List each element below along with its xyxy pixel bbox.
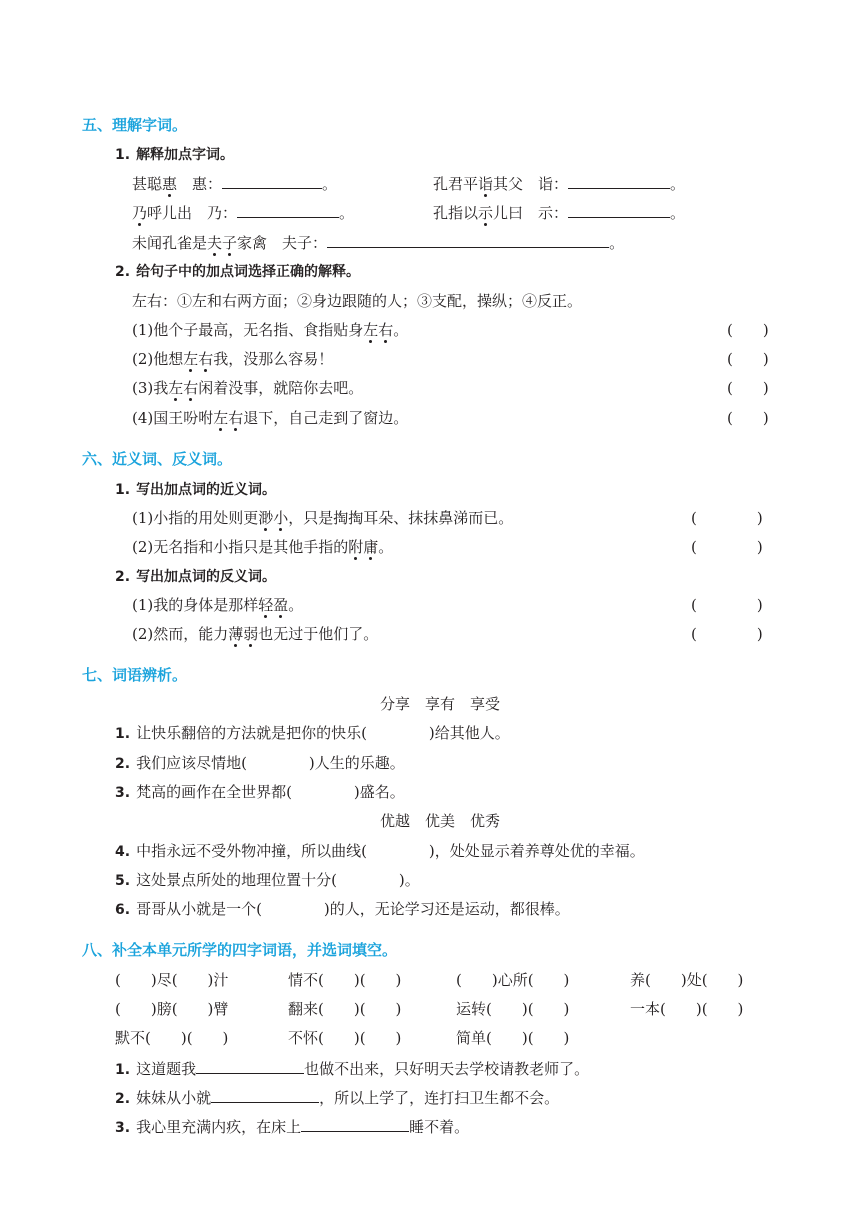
item-text: 也做不出来，只好明天去学校请教老师了。 [304, 1060, 590, 1078]
question-number: 3. [115, 785, 131, 801]
dotted-char: 薄 [228, 625, 244, 643]
item-text: 中指永远不受外物冲撞，所以曲线( [136, 842, 367, 860]
item-text: 妹妹从小就 [136, 1089, 212, 1107]
section-6-title: 六、近义词、反义词。 [82, 450, 233, 468]
question-6-2 [115, 566, 276, 587]
dotted-char: 右 [198, 350, 214, 368]
fill-item-2 [115, 753, 405, 774]
answer-blank[interactable] [211, 1087, 319, 1103]
question-text: 写出加点词的近义词。 [136, 482, 277, 498]
dotted-char: 子 [222, 234, 238, 252]
item-text: )盛名。 [353, 783, 405, 801]
question-text: 写出加点词的反义词。 [136, 569, 277, 585]
idiom-cell[interactable]: 不怀( )( ) [288, 1029, 402, 1047]
question-5-1 [115, 144, 234, 165]
fill-item-6 [115, 899, 570, 920]
answer-blank[interactable] [222, 173, 322, 189]
answer-parentheses[interactable]: ( ) [691, 538, 763, 556]
definition-list: 左右：①左和右两方面；②身边跟随的人；③支配，操纵；④反正。 [132, 292, 583, 310]
item-text: 我心里充满内疚，在床上 [136, 1118, 302, 1136]
phrase-text: 甚聪 [132, 175, 163, 193]
item-text: (4)国王吩咐 [132, 409, 214, 427]
word-choices-1: 分享 享有 享受 [380, 695, 501, 713]
item-text: 我，没那么容易！ [213, 350, 334, 368]
dotted-char: 盈 [273, 596, 289, 614]
answer-parentheses[interactable]: ( ) [691, 509, 763, 527]
dotted-char: 左 [168, 379, 184, 397]
dotted-char: 左 [213, 409, 229, 427]
blank-fill-item-2 [115, 1087, 559, 1109]
idiom-cell[interactable]: 运转( )( ) [456, 1000, 570, 1018]
dotted-char: 夫 [207, 234, 223, 252]
question-number: 3. [115, 1120, 131, 1136]
antonym-item-1 [132, 595, 303, 615]
dotted-char: 惠 [162, 175, 178, 193]
question-text: 给句子中的加点词选择正确的解释。 [136, 264, 361, 280]
dotted-char: 诣 [478, 175, 494, 193]
item-text: 哥哥从小就是一个( [136, 900, 262, 918]
section-7-title: 七、词语辨析。 [82, 666, 188, 684]
fill-item-3 [115, 782, 405, 803]
item-text: )。 [398, 871, 420, 889]
choice-item-1 [132, 320, 408, 340]
question-number: 6. [115, 902, 131, 918]
question-number: 2. [115, 569, 131, 585]
question-5-2 [115, 261, 360, 282]
choice-item-4 [132, 408, 408, 428]
question-number: 1. [115, 482, 131, 498]
answer-blank[interactable] [196, 1058, 304, 1074]
item-text: 闲着没事，就陪你去吧。 [198, 379, 364, 397]
section-8-title: 八、补全本单元所学的四字词语，并选词填空。 [82, 941, 398, 959]
idiom-cell[interactable]: 默不( )( ) [115, 1029, 229, 1047]
item-text: 这道题我 [136, 1060, 197, 1078]
idiom-cell[interactable]: ( )心所( ) [456, 971, 570, 989]
item-text: 。 [378, 538, 394, 556]
term-label: 儿曰 示： [493, 204, 569, 222]
answer-blank[interactable] [568, 202, 670, 218]
item-text: (2)无名指和小指只是其他手指的 [132, 538, 349, 556]
synonym-item-2 [132, 537, 393, 557]
dotted-char: 右 [228, 409, 244, 427]
idiom-cell[interactable]: 翻来( )( ) [288, 1000, 402, 1018]
period: 。 [322, 175, 338, 193]
idiom-cell[interactable]: ( )膀( )臂 [115, 1000, 229, 1018]
fill-item-1 [115, 723, 510, 744]
question-6-1 [115, 479, 276, 500]
item-text: (1)我的身体是那样 [132, 596, 259, 614]
idiom-cell[interactable]: ( )尽( )汁 [115, 971, 229, 989]
period: 。 [339, 204, 355, 222]
vocab-row-nai [132, 202, 354, 223]
idiom-cell[interactable]: 情不( )( ) [288, 971, 402, 989]
answer-blank[interactable] [301, 1116, 409, 1132]
answer-parentheses[interactable]: ( ) [727, 409, 769, 427]
section-5-title: 五、理解字词。 [82, 116, 188, 134]
dotted-char: 左 [183, 350, 199, 368]
item-text: 让快乐翻倍的方法就是把你的快乐( [136, 724, 367, 742]
question-number: 4. [115, 844, 131, 860]
item-text: 。 [288, 596, 304, 614]
answer-parentheses[interactable]: ( ) [727, 350, 769, 368]
blank-fill-item-1 [115, 1058, 589, 1080]
question-number: 2. [115, 1091, 131, 1107]
item-text: 。 [393, 321, 409, 339]
answer-blank[interactable] [327, 232, 609, 248]
answer-parentheses[interactable]: ( ) [691, 625, 763, 643]
item-text: (2)他想 [132, 350, 184, 368]
question-number: 1. [115, 147, 131, 163]
answer-parentheses[interactable]: ( ) [727, 379, 769, 397]
dotted-char: 弱 [243, 625, 259, 643]
term-label: 呼儿出 乃： [147, 204, 238, 222]
dotted-char: 乃 [132, 204, 148, 222]
phrase-text: 未闻孔雀是 [132, 234, 208, 252]
choice-item-3 [132, 378, 363, 398]
question-number: 2. [115, 264, 131, 280]
idiom-cell[interactable]: 一本( )( ) [630, 1000, 744, 1018]
question-number: 5. [115, 873, 131, 889]
period: 。 [670, 204, 686, 222]
idiom-cell[interactable]: 养( )处( ) [630, 971, 744, 989]
antonym-item-2 [132, 624, 378, 644]
vocab-row-shi [433, 202, 685, 223]
item-text: (2)然而，能力 [132, 625, 229, 643]
item-text: )给其他人。 [428, 724, 510, 742]
fill-item-5 [115, 870, 420, 891]
dotted-char: 小 [273, 509, 289, 527]
answer-blank[interactable] [568, 173, 670, 189]
dotted-char: 右 [378, 321, 394, 339]
item-text: (1)他个子最高，无名指、食指贴身 [132, 321, 364, 339]
choice-item-2 [132, 349, 333, 369]
phrase-text: 孔指以 [433, 204, 479, 222]
term-label: 家禽 夫子： [237, 234, 328, 252]
item-text: 这处景点所处的地理位置十分( [136, 871, 337, 889]
period: 。 [670, 175, 686, 193]
item-text: ，只是掏掏耳朵、抹抹鼻涕而已。 [288, 509, 514, 527]
term-label: 其父 诣： [493, 175, 569, 193]
term-label: 惠： [177, 175, 223, 193]
item-text: 睡不着。 [409, 1118, 470, 1136]
dotted-char: 右 [183, 379, 199, 397]
phrase-text: 孔君平 [433, 175, 479, 193]
item-text: 我们应该尽情地( [136, 754, 247, 772]
item-text: )的人，无论学习还是运动，都很棒。 [323, 900, 570, 918]
question-number: 1. [115, 726, 131, 742]
question-text: 解释加点字词。 [136, 147, 235, 163]
dotted-char: 附 [348, 538, 364, 556]
item-text: 退下，自己走到了窗边。 [243, 409, 409, 427]
dotted-char: 轻 [258, 596, 274, 614]
answer-parentheses[interactable]: ( ) [727, 321, 769, 339]
blank-fill-item-3 [115, 1116, 469, 1138]
question-number: 1. [115, 1062, 131, 1078]
dotted-char: 左 [363, 321, 379, 339]
vocab-row-fuzi [132, 232, 624, 253]
question-number: 2. [115, 756, 131, 772]
item-text: (3)我 [132, 379, 169, 397]
fill-item-4 [115, 841, 645, 862]
dotted-char: 渺 [258, 509, 274, 527]
vocab-row-yi [433, 173, 685, 194]
dotted-char: 示 [478, 204, 494, 222]
word-choices-2: 优越 优美 优秀 [380, 812, 501, 830]
item-text: )人生的乐趣。 [308, 754, 405, 772]
vocab-row-hui [132, 173, 337, 194]
item-text: ，所以上学了，连打扫卫生都不会。 [319, 1089, 560, 1107]
answer-blank[interactable] [237, 202, 339, 218]
synonym-item-1 [132, 508, 513, 528]
idiom-cell[interactable]: 简单( )( ) [456, 1029, 570, 1047]
item-text: 也无过于他们了。 [258, 625, 379, 643]
item-text: (1)小指的用处则更 [132, 509, 259, 527]
answer-parentheses[interactable]: ( ) [691, 596, 763, 614]
period: 。 [609, 234, 625, 252]
dotted-char: 庸 [363, 538, 379, 556]
item-text: )，处处显示着养尊处优的幸福。 [428, 842, 645, 860]
item-text: 梵高的画作在全世界都( [136, 783, 292, 801]
